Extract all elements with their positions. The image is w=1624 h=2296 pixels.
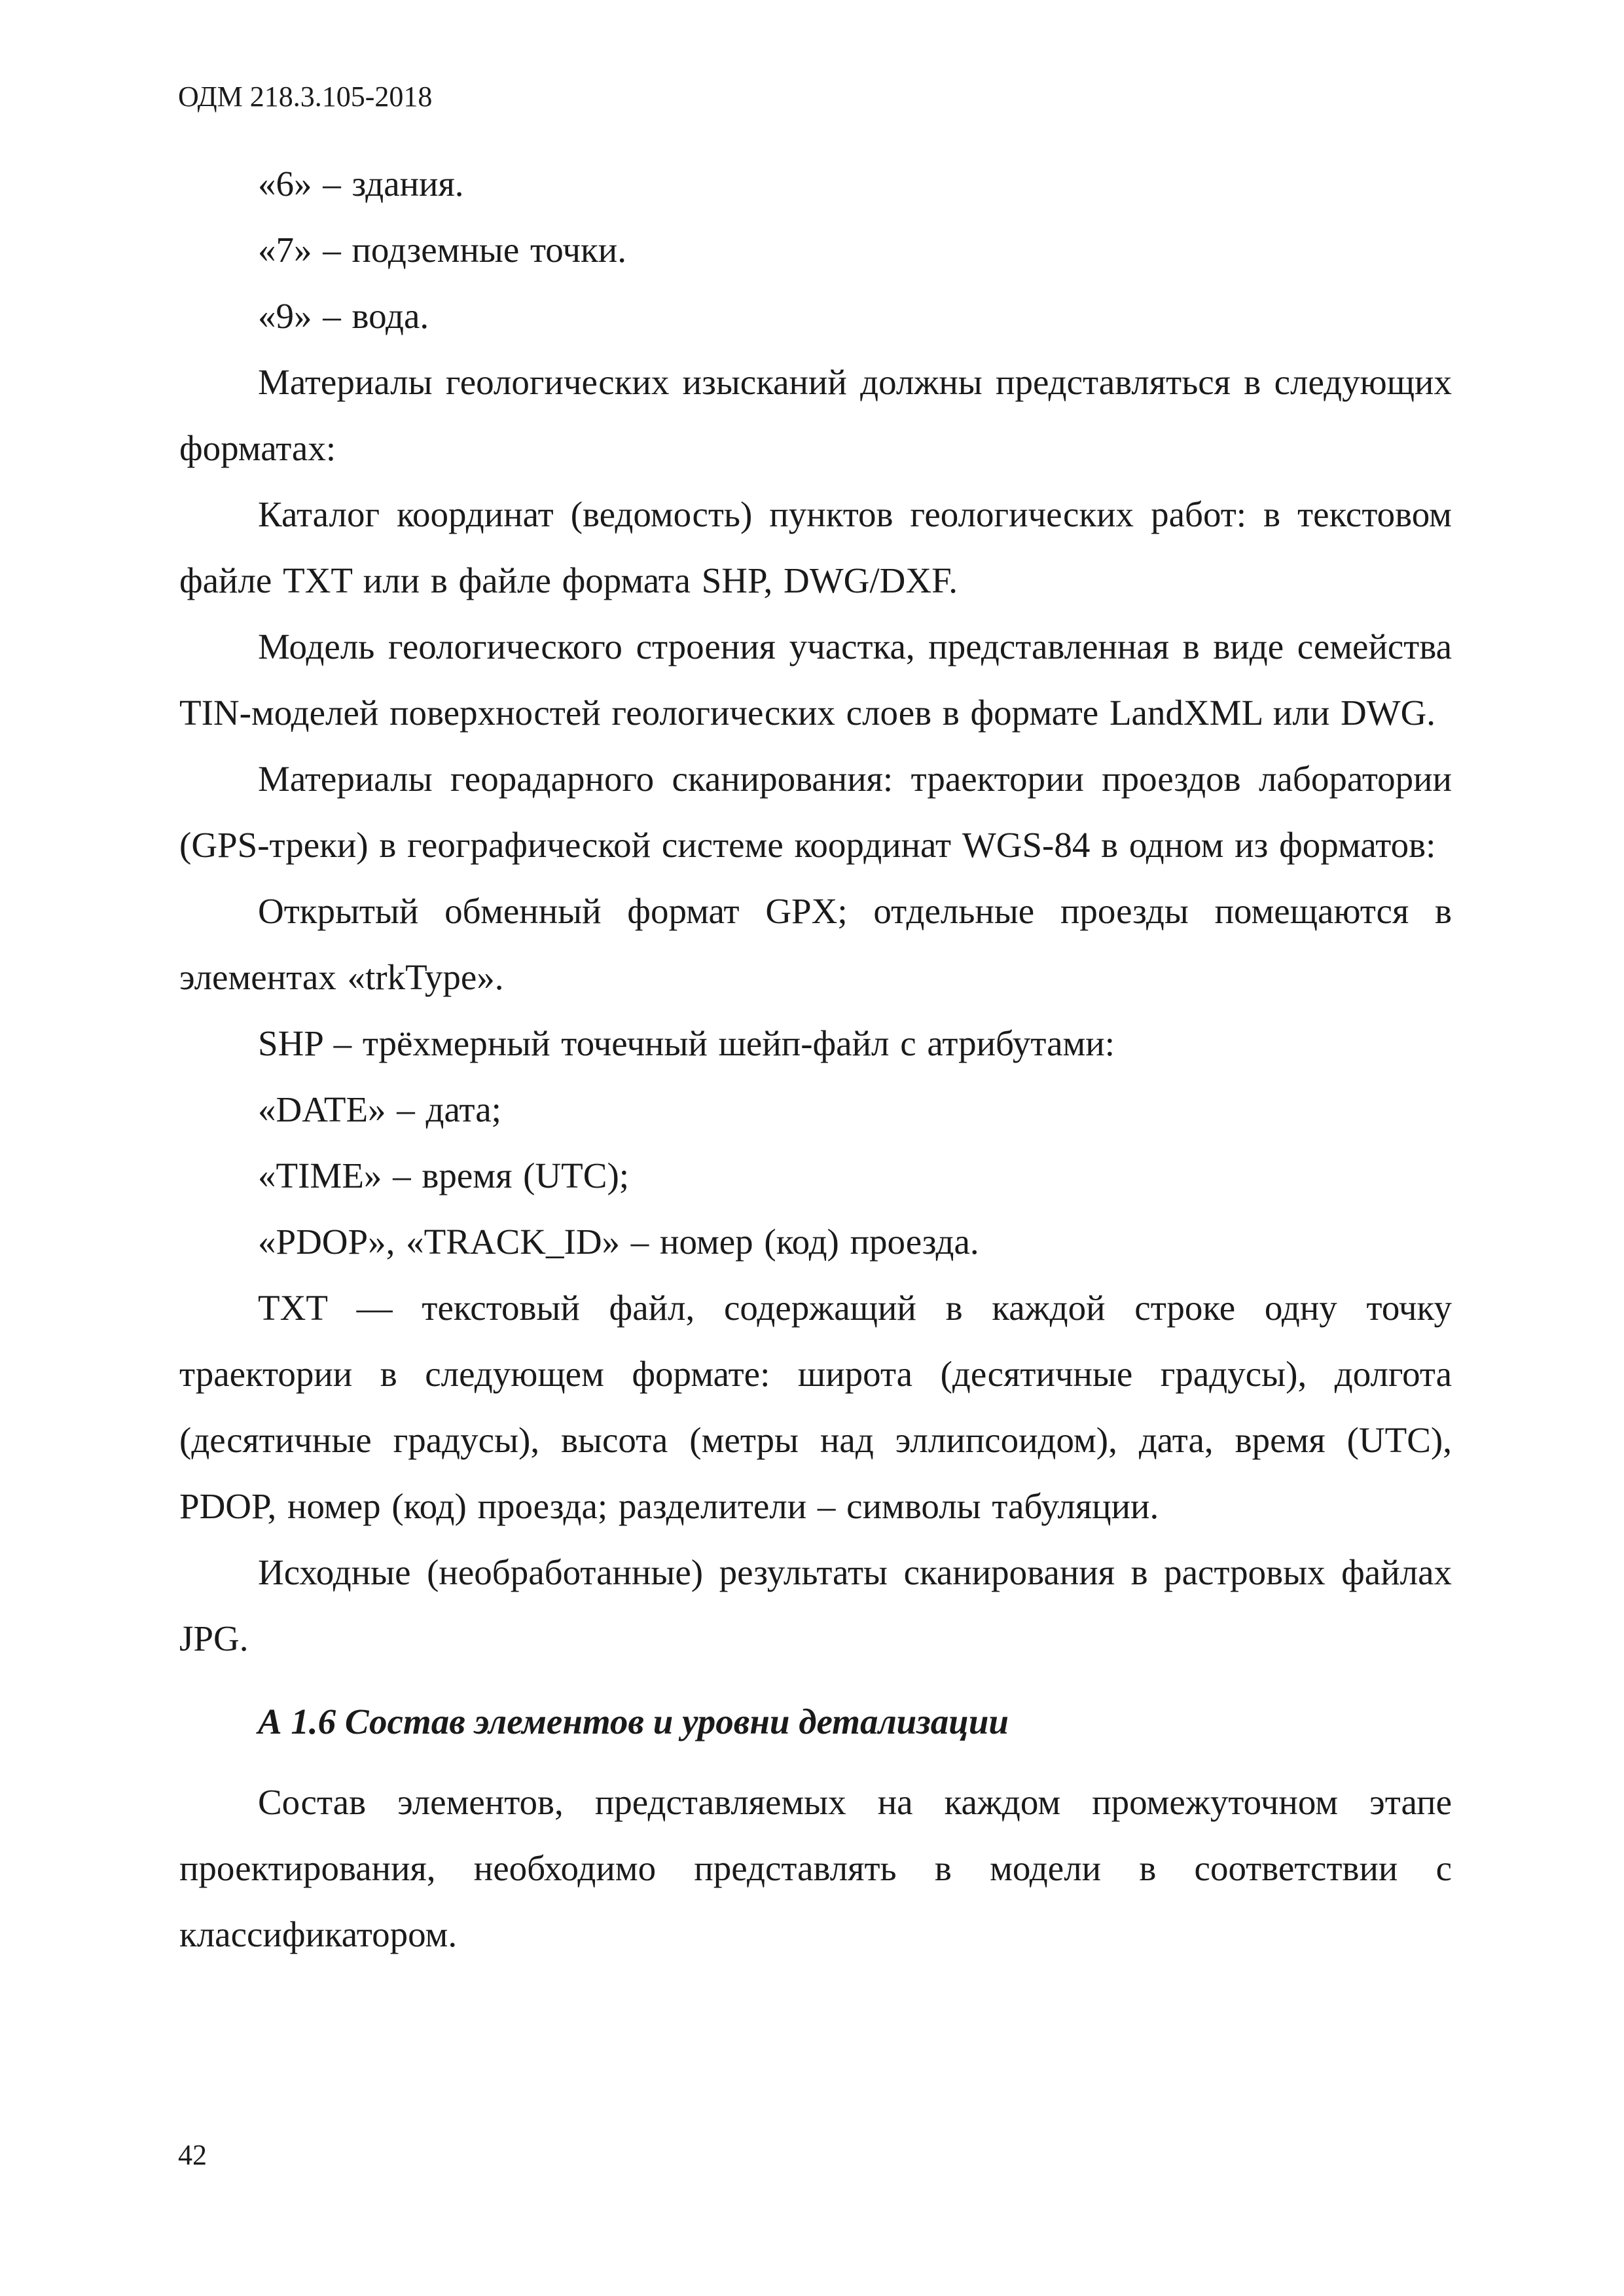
paragraph: TXT — текстовый файл, содержащий в каждой строке одну точку траектории в следующем формате: широта (десятичные градусы), долгота (десятичные градусы), высота (метры над эллипсоидом), дата, время (UTC), PDOP, номер (код) проезда; разделители – символы табуляции. xyxy=(179,1288,1452,1526)
paragraph: Исходные (необработанные) результаты сканирования в растровых файлах JPG. xyxy=(179,1552,1452,1658)
paragraph: Модель геологического строения участка, представленная в виде семейства TIN-моделей поверхностей геологических слоев в формате LandXML или DWG. xyxy=(179,627,1452,733)
page-number: 42 xyxy=(178,2139,207,2171)
page-body xyxy=(179,151,1452,1967)
paragraph: «TIME» – время (UTC); xyxy=(258,1156,630,1195)
paragraph: «7» – подземные точки. xyxy=(258,230,626,270)
document-code-header: ОДМ 218.3.105-2018 xyxy=(178,81,433,113)
paragraph: «PDOP», «TRACK_ID» – номер (код) проезда. xyxy=(258,1222,979,1262)
paragraph: Материалы геологических изысканий должны представляться в следующих форматах: xyxy=(179,362,1452,468)
paragraph: «9» – вода. xyxy=(258,296,429,336)
paragraph: Каталог координат (ведомость) пунктов геологических работ: в текстовом файле TXT или в файле формата SHP, DWG/DXF. xyxy=(179,494,1452,600)
paragraph: «DATE» – дата; xyxy=(258,1089,501,1129)
section-paragraph: Состав элементов, представляемых на каждом промежуточном этапе проектирования, необходимо представлять в модели в соответствии с классификатором. xyxy=(179,1782,1452,1954)
paragraph: Материалы георадарного сканирования: траектории проездов лаборатории (GPS-треки) в географической системе координат WGS-84 в одном из форматов: xyxy=(179,759,1452,865)
paragraph: Открытый обменный формат GPX; отдельные проезды помещаются в элементах «trkType». xyxy=(179,891,1452,997)
section-heading: А 1.6 Состав элементов и уровни детализации xyxy=(258,1702,1009,1741)
paragraph: SHP – трёхмерный точечный шейп-файл с атрибутами: xyxy=(258,1023,1115,1063)
paragraph: «6» – здания. xyxy=(258,164,464,204)
